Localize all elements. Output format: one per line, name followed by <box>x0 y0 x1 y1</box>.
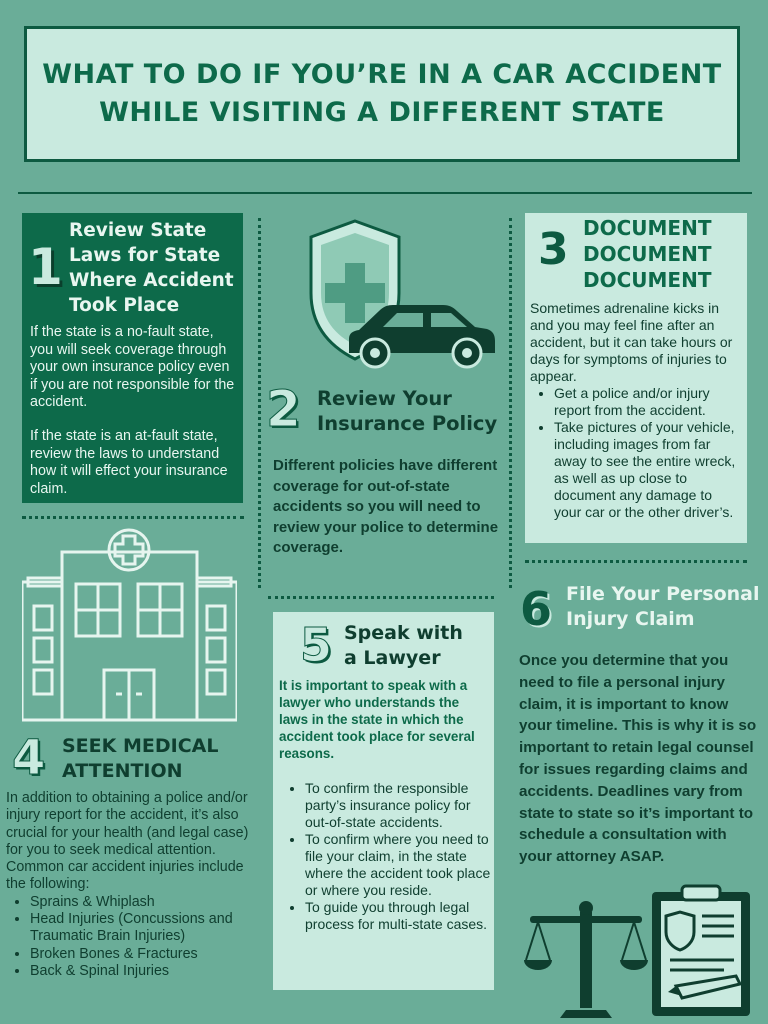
divider-section2 <box>268 596 494 599</box>
list-item: • To confirm the responsible party’s insurance policy for out-of-state accidents. <box>305 780 491 831</box>
section-1-para-1: If the state is a no-fault state, you will seek coverage through your own insurance policy even if you are not responsible for the accident. <box>30 324 235 410</box>
section-2-number: 2 <box>266 380 301 438</box>
page-title-line-1: WHAT TO DO IF YOU’RE IN A CAR ACCIDENT <box>42 59 722 90</box>
list-item: • Broken Bones & Fractures <box>30 946 252 963</box>
clipboard-icon <box>646 882 758 1020</box>
list-item: • Get a police and/or injury report from the accident. <box>554 385 742 419</box>
title-banner <box>24 26 740 162</box>
section-1-heading-line: Where Accident <box>69 270 234 291</box>
divider-section1 <box>22 516 244 519</box>
list-item: • Sprains & Whiplash <box>30 894 252 911</box>
section-1-heading-line: Laws for State <box>69 245 221 266</box>
section-4-heading-line: SEEK MEDICAL <box>62 735 219 757</box>
section-3-body <box>530 300 742 521</box>
list-item: • Head Injuries (Concussions and Traumatic Brain Injuries) <box>30 911 252 946</box>
list-item: • Back & Spinal Injuries <box>30 963 252 980</box>
section-4-heading-line: ATTENTION <box>62 760 183 782</box>
list-item: • To guide you through legal process for multi-state cases. <box>305 899 491 933</box>
section-2-heading-line: Insurance Policy <box>317 412 498 435</box>
list-item: • To confirm where you need to file your claim, in the state where the accident took place or where you reside. <box>305 831 491 899</box>
section-6-heading <box>566 582 766 632</box>
section-4-heading <box>62 734 252 784</box>
section-4-lead: Common car accident injuries include the following: <box>6 859 244 893</box>
section-6-heading-line: Injury Claim <box>566 608 695 630</box>
section-5-body <box>281 780 491 933</box>
section-1-heading-line: Took Place <box>69 295 180 316</box>
section-4-body <box>6 790 252 980</box>
section-3-number: 3 <box>538 224 569 275</box>
divider-section3 <box>525 560 747 563</box>
section-2-body: Different policies have different coverage for out-of-state accidents so you will need to review your police to determine coverage. <box>273 457 499 556</box>
section-3-heading <box>583 215 743 293</box>
section-4-intro: In addition to obtaining a police and/or injury report for the accident, it’s also crucial for your health (and legal case) for you to seek medical attention. <box>6 790 249 858</box>
section-5-number: 5 <box>300 618 333 672</box>
list-item: • Take pictures of your vehicle, including images from far away to see the entire wreck, as well as up close to document any damage to your car or the other driver’s. <box>554 419 742 521</box>
section-5-intro: It is important to speak with a lawyer who understands the laws in the state in which the accident took place for several reasons. <box>279 678 475 761</box>
section-6-body: Once you determine that you need to file a personal injury claim, it is important to know your timeline. This is why it is so important to retain legal counsel for issues regarding claims and accidents. Deadlines vary from state to state so it’s important to schedule a consultation with your attorney ASAP. <box>519 652 757 866</box>
scales-icon <box>522 898 652 1022</box>
title-divider <box>18 192 752 194</box>
section-6-heading-line: File Your Personal <box>566 583 760 605</box>
section-3-intro: Sometimes adrenaline kicks in and you may feel fine after an accident, but it can take hours or days for symptoms of injuries to appear. <box>530 300 733 384</box>
hospital-icon <box>22 522 237 722</box>
section-1-para-2: If the state is an at-fault state, review the laws to understand how it will effect your insurance claim. <box>30 428 228 497</box>
section-2-heading <box>317 386 502 436</box>
page-title-line-2: WHILE VISITING A DIFFERENT STATE <box>99 97 665 128</box>
section-5-heading-line: Speak with <box>344 622 463 644</box>
section-3-heading-line: DOCUMENT <box>583 242 712 266</box>
section-6-number: 6 <box>520 582 553 636</box>
section-5-list <box>281 780 491 933</box>
column-divider-right <box>509 218 512 588</box>
section-4-number: 4 <box>12 730 46 786</box>
section-1-heading-line: Review State <box>69 220 207 241</box>
section-3-list <box>530 385 742 521</box>
section-4-list <box>6 894 252 980</box>
section-1-heading <box>69 218 241 318</box>
section-5-heading <box>344 621 484 671</box>
section-3-heading-line: DOCUMENT <box>583 268 712 292</box>
column-divider-left <box>258 218 261 588</box>
section-1-number: 1 <box>28 238 63 296</box>
section-2-heading-line: Review Your <box>317 387 452 410</box>
section-3-heading-line: DOCUMENT <box>583 216 712 240</box>
section-5-heading-line: a Lawyer <box>344 647 441 669</box>
shield-car-icon <box>283 215 498 375</box>
